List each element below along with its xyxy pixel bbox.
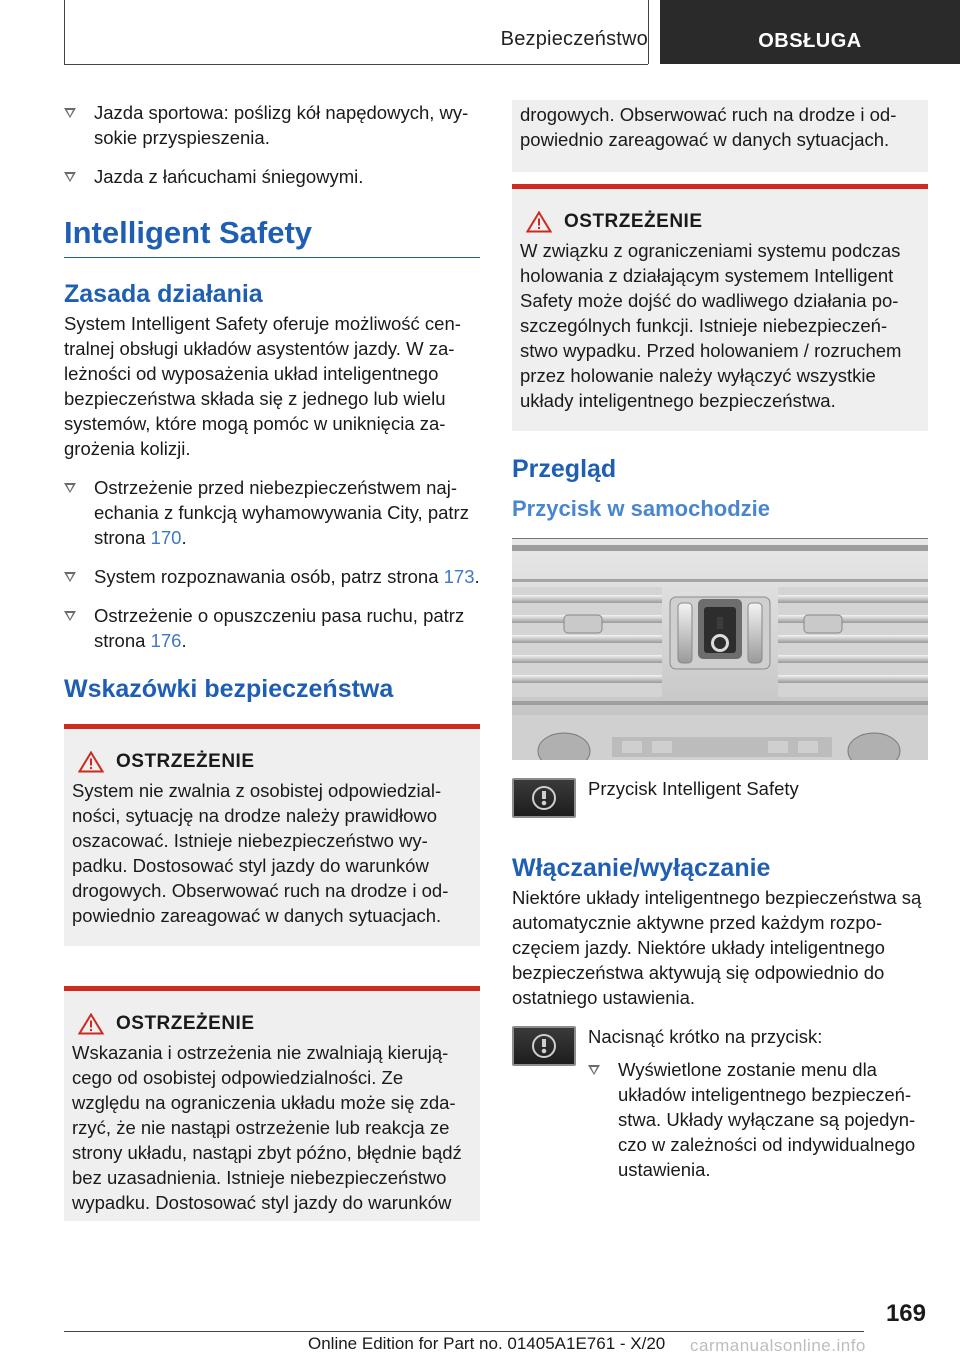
page-link-173[interactable]: 173 xyxy=(443,566,475,587)
header-divider-left xyxy=(64,0,65,64)
header-divider-right xyxy=(648,0,649,64)
list-item: System rozpoznawania osób, patrz strona 173. xyxy=(64,564,480,589)
warning-text: Wskazania i ostrzeżenia nie zwalniają kierują-cego od osobistej odpowiedzialności. Ze względu na ograniczenia układu może się zda-rzyć, że nie nastąpi ostrzeżenie lub reakcja ze strony układu, nastąpi zbyt późno, błędnie bądź bez uzasadnienia. Istnieje niebezpieczeństwo wypadku. Dostosować styl jazdy do warunków xyxy=(72,1042,462,1213)
button-legend xyxy=(512,778,928,818)
footer-divider xyxy=(64,1331,864,1332)
warning-box xyxy=(512,184,928,431)
subsection-heading-button: Przycisk w samochodzie xyxy=(512,496,770,521)
onoff-paragraph: Niektóre układy inteligentnego bezpieczeństwa są automatycznie aktywne przed każdym rozpo-częciem jazdy. Niektóre układy inteligentnego bezpieczeństwa aktywują się odpowiednio do ostatniego ustawienia. xyxy=(512,887,922,1008)
section-heading-overview: Przegląd xyxy=(512,455,617,483)
warning-triangle-icon xyxy=(78,1013,104,1035)
footer-watermark: carmanualsonline.info xyxy=(690,1336,866,1355)
warning-text: drogowych. Obserwować ruch na drodze i od-powiednio zareagować w danych sytuacjach. xyxy=(520,104,897,150)
bullet-triangle-icon xyxy=(64,483,76,493)
bullet-triangle-icon xyxy=(64,172,76,182)
section-heading-principle: Zasada działania xyxy=(64,280,263,308)
intelligent-safety-button-icon xyxy=(512,1026,576,1066)
warning-triangle-icon xyxy=(526,211,552,233)
warning-title: OSTRZEŻENIE xyxy=(520,209,920,234)
bullet-triangle-icon xyxy=(64,108,76,118)
right-column xyxy=(512,100,928,1196)
dashboard-vents-illustration xyxy=(512,539,928,760)
list-item: Jazda z łańcuchami śniegowymi. xyxy=(64,164,480,189)
warning-continued xyxy=(512,100,928,172)
warning-box xyxy=(64,986,480,1221)
intelligent-safety-button-icon xyxy=(512,778,576,818)
warning-title: OSTRZEŻENIE xyxy=(72,1011,472,1036)
warning-triangle-icon xyxy=(78,751,104,773)
button-caption: Przycisk Intelligent Safety xyxy=(588,778,799,799)
section-heading-safety: Wskazówki bezpieczeństwa xyxy=(64,675,394,703)
left-column xyxy=(64,100,480,1221)
header-chapter-tab: OBSŁUGA xyxy=(660,0,960,64)
warning-text: W związku z ograniczeniami systemu podczas holowania z działającym systemem Intelligent Safety może dojść do wadliwego działania po-szczególnych funkcji. Istnieje niebezpieczeń-stwo wypadku. Przed holowaniem / rozruchem przez holowanie należy wyłączyć wszystkie układy inteligentnego bezpieczeństwa. xyxy=(520,240,902,411)
header-underline xyxy=(64,64,648,65)
bullet-triangle-icon xyxy=(588,1065,600,1075)
page-title: Intelligent Safety xyxy=(64,215,480,258)
list-item: Jazda sportowa: poślizg kół napędowych, wy-sokie przyspieszenia. xyxy=(64,100,480,150)
warning-title: OSTRZEŻENIE xyxy=(72,749,472,774)
header-section-title: Bezpieczeństwo xyxy=(500,28,648,50)
list-item: Ostrzeżenie przed niebezpieczeństwem naj-echania z funkcją wyhamowywania City, patrz strona 170. xyxy=(64,475,480,550)
page-link-176[interactable]: 176 xyxy=(150,630,182,651)
list-item: Wyświetlone zostanie menu dla układów inteligentnego bezpieczeń-stwa. Układy wyłączane są pojedyn-czo w zależności od indywidualnego ustawienia. xyxy=(588,1057,928,1182)
page-link-170[interactable]: 170 xyxy=(150,527,182,548)
page-number: 169 xyxy=(885,1300,926,1327)
car-button-photo xyxy=(512,538,928,760)
footer-edition: Online Edition for Part no. 01405A1E761 - X/20 xyxy=(308,1334,666,1353)
section-heading-onoff: Włączanie/wyłączanie xyxy=(512,854,771,882)
list-item: Ostrzeżenie o opuszczeniu pasa ruchu, patrz strona 176. xyxy=(64,603,480,653)
press-instruction xyxy=(512,1024,928,1196)
warning-text: System nie zwalnia z osobistej odpowiedzial-ności, sytuację na drodze należy prawidłowo oszacować. Istnieje niebezpieczeństwo wy-padku. Dostosować styl jazdy do warunków drogowych. Obserwować ruch na drodze i od-powiednio zareagować w danych sytuacjach. xyxy=(72,780,449,926)
bullet-triangle-icon xyxy=(64,611,76,621)
bullet-triangle-icon xyxy=(64,572,76,582)
principle-paragraph: System Intelligent Safety oferuje możliwość cen-tralnej obsługi układów asystentów jazdy. W za-leżności od wyposażenia układ inteligentnego bezpieczeństwa składa się z jednego lub wielu systemów, które mogą pomóc w uniknięcia za-grożenia kolizji. xyxy=(64,313,461,459)
warning-box xyxy=(64,724,480,946)
press-text: Nacisnąć krótko na przycisk: xyxy=(588,1026,823,1047)
